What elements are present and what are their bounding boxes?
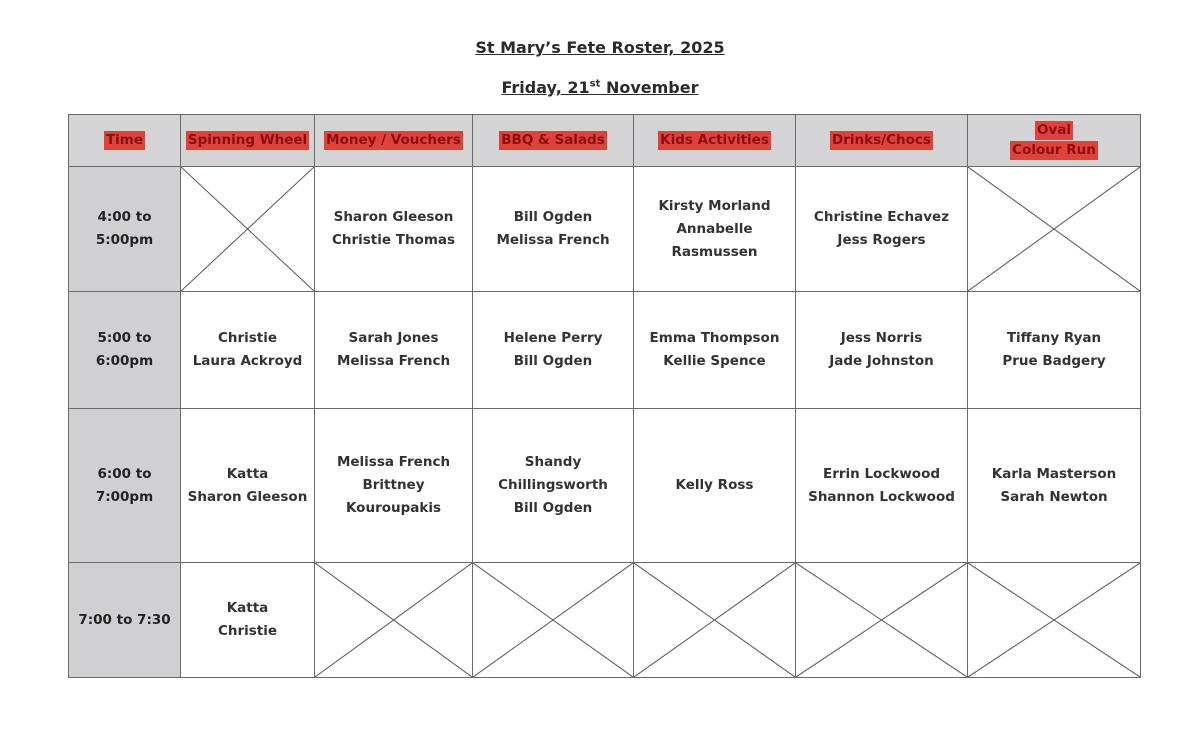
volunteer-cell	[796, 167, 968, 292]
volunteer-name: Errin Lockwood	[822, 465, 941, 482]
volunteer-name: Annabelle Rasmussen	[671, 220, 758, 260]
empty-crossed-cell	[473, 563, 634, 678]
empty-crossed-cell	[634, 563, 796, 678]
time-label: 5:00pm	[95, 232, 154, 248]
empty-crossed-cell	[181, 167, 315, 292]
volunteer-cell	[473, 292, 634, 409]
volunteer-cell	[634, 409, 796, 563]
col-header-kids-activities: Kids Activities	[634, 115, 796, 167]
volunteer-name: Bill Ogden	[513, 209, 593, 225]
volunteer-name: Shandy Chillingsworth	[498, 454, 608, 493]
volunteer-name: Tiffany Ryan	[1006, 330, 1102, 346]
col-header-drinks-chocs: Drinks/Chocs	[796, 115, 968, 167]
volunteer-name: Bill Ogden	[513, 500, 593, 516]
col-header-oval-colour-run: Oval Colour Run	[968, 115, 1141, 167]
time-cell	[69, 167, 181, 292]
volunteer-name: Prue Badgery	[1002, 353, 1106, 369]
time-label: 7:00pm	[95, 488, 154, 505]
volunteer-cell	[181, 409, 315, 563]
empty-crossed-cell	[968, 167, 1141, 292]
volunteer-name: Melissa French	[336, 353, 451, 369]
page-title: St Mary’s Fete Roster, 2025	[475, 38, 725, 57]
time-label: 6:00pm	[95, 353, 154, 369]
volunteer-name: Shannon Lockwood	[808, 488, 955, 505]
time-cell	[69, 563, 181, 678]
volunteer-cell	[796, 292, 968, 409]
volunteer-name: Christine Echavez	[813, 209, 950, 225]
time-label: 6:00 to	[97, 465, 152, 482]
date-month: November	[600, 78, 699, 97]
cross-out-mark	[968, 563, 1140, 677]
volunteer-name: Karla Masterson	[991, 465, 1117, 482]
empty-crossed-cell	[968, 563, 1141, 678]
volunteer-name: Katta	[226, 600, 269, 616]
col-header-spinning-wheel: Spinning Wheel	[181, 115, 315, 167]
roster-body	[69, 167, 1141, 678]
cross-out-mark	[968, 167, 1140, 291]
date-prefix: Friday, 21	[501, 78, 590, 97]
roster-table	[68, 114, 1141, 678]
cross-out-mark	[181, 167, 314, 291]
volunteer-name: Laura Ackroyd	[192, 353, 303, 369]
volunteer-name: Kirsty Morland	[658, 197, 771, 214]
volunteer-name: Sarah Newton	[1000, 488, 1108, 505]
volunteer-name: Emma Thompson	[649, 330, 780, 346]
table-row	[69, 167, 1141, 292]
time-label: 7:00 to 7:30	[78, 611, 171, 628]
cross-out-mark	[315, 563, 472, 677]
volunteer-cell	[315, 167, 473, 292]
volunteer-name: Christie Thomas	[331, 232, 456, 248]
cross-out-mark	[796, 563, 967, 677]
volunteer-name: Sharon Gleeson	[333, 209, 454, 225]
volunteer-name: Melissa French	[496, 232, 610, 248]
volunteer-name: Katta	[226, 465, 269, 482]
header-row	[69, 115, 1141, 167]
volunteer-name: Sarah Jones	[348, 330, 439, 346]
cross-out-mark	[634, 563, 795, 677]
table-row	[69, 292, 1141, 409]
page-subtitle	[0, 78, 1200, 97]
volunteer-name: Jess Norris	[840, 330, 923, 346]
volunteer-name: Christie	[217, 623, 278, 639]
volunteer-name: Jess Rogers	[837, 232, 926, 248]
volunteer-name: Kellie Spence	[663, 353, 766, 369]
volunteer-cell	[473, 409, 634, 563]
volunteer-cell	[634, 167, 796, 292]
empty-crossed-cell	[796, 563, 968, 678]
volunteer-cell	[634, 292, 796, 409]
volunteer-cell	[315, 409, 473, 563]
table-row	[69, 409, 1141, 563]
date-suffix: st	[589, 78, 601, 90]
volunteer-name: Bill Ogden	[513, 353, 593, 369]
volunteer-cell	[968, 292, 1141, 409]
volunteer-name: Melissa French	[336, 454, 451, 470]
volunteer-name: Sharon Gleeson	[187, 488, 308, 505]
volunteer-cell	[181, 563, 315, 678]
time-label: 5:00 to	[97, 330, 152, 346]
table-row	[69, 563, 1141, 678]
col-header-bbq-salads: BBQ & Salads	[473, 115, 634, 167]
volunteer-name: Kelly Ross	[675, 477, 754, 493]
volunteer-name: Christie	[217, 330, 278, 346]
time-cell	[69, 409, 181, 563]
cross-out-mark	[473, 563, 633, 677]
time-cell	[69, 292, 181, 409]
volunteer-name: Brittney Kouroupakis	[345, 477, 442, 516]
empty-crossed-cell	[315, 563, 473, 678]
volunteer-cell	[181, 292, 315, 409]
volunteer-cell	[796, 409, 968, 563]
volunteer-name: Helene Perry	[503, 330, 603, 346]
volunteer-cell	[315, 292, 473, 409]
col-header-money-vouchers: Money / Vouchers	[315, 115, 473, 167]
volunteer-cell	[968, 409, 1141, 563]
col-header-time: Time	[69, 115, 181, 167]
volunteer-name: Jade Johnston	[829, 353, 934, 369]
volunteer-cell	[473, 167, 634, 292]
time-label: 4:00 to	[97, 209, 152, 225]
